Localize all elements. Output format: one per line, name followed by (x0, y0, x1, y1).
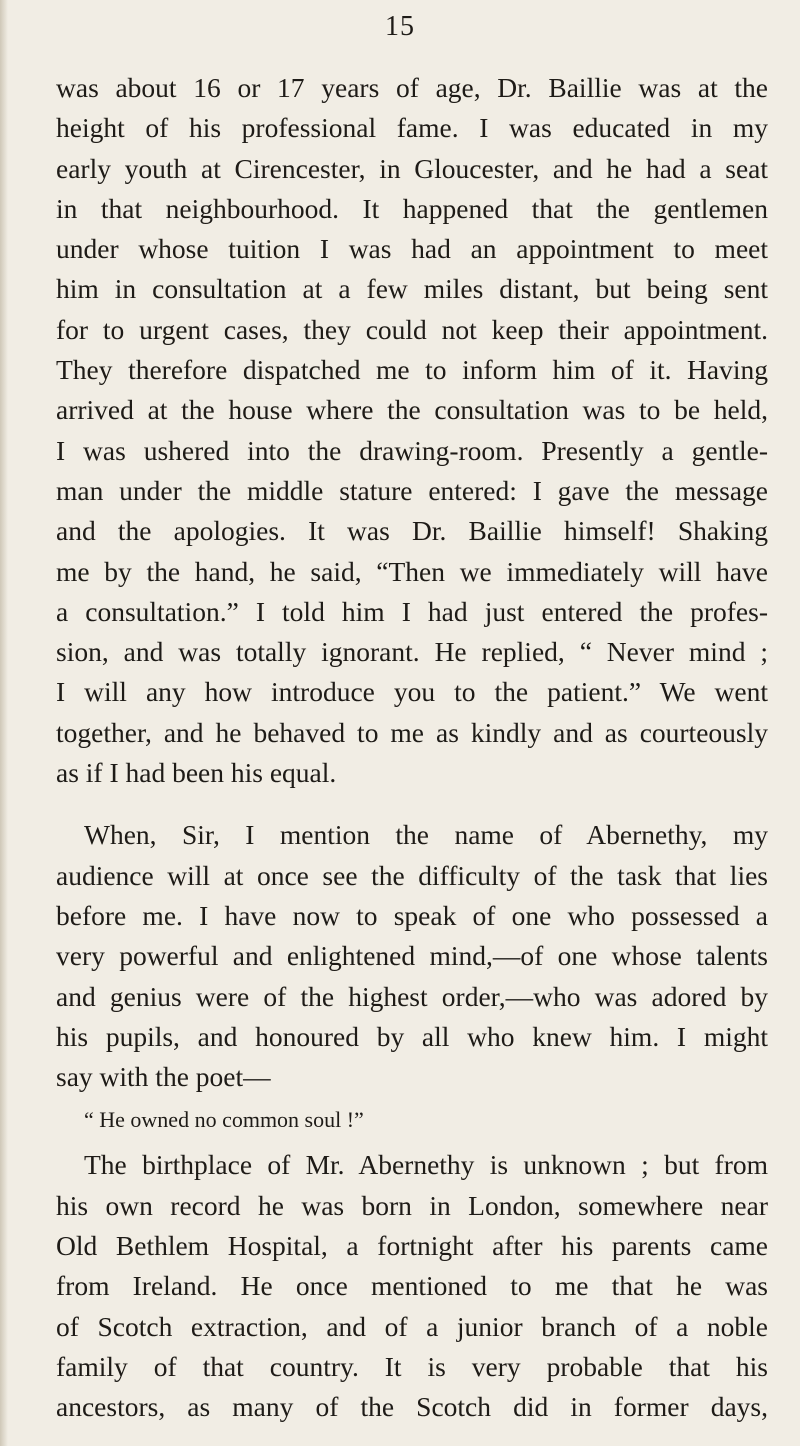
binding-gutter (0, 0, 8, 1446)
text-line: was about 16 or 17 years of age, Dr. Baillie was at the (56, 72, 768, 103)
text-line: say with the poet— (56, 1061, 271, 1093)
text-line: as if I had been his equal. (56, 757, 337, 789)
text-line: height of his professional fame. I was educated in my (56, 112, 768, 144)
text-line: sion, and was totally ignorant. He replied, “ Never mind ; (56, 636, 768, 668)
paragraph-1 (56, 68, 768, 793)
text-line: and genius were of the highest order,—who was adored by (56, 980, 768, 1012)
text-line: under whose tuition I was had an appointment to meet (56, 233, 768, 265)
text-line: before me. I have now to speak of one who possessed a (56, 899, 768, 931)
text-line: When, Sir, I mention the name of Abernethy, my (84, 819, 768, 851)
text-line: a consultation.” I told him I had just entered the profes- (56, 595, 768, 627)
text-line: man under the middle stature entered: I gave the message (56, 474, 768, 506)
text-line: I will any how introduce you to the patient.” We went (56, 676, 768, 708)
text-line: I was ushered into the drawing-room. Presently a gentle- (56, 434, 768, 466)
text-line: The birthplace of Mr. Abernethy is unknown ; but from (84, 1149, 768, 1181)
text-line: of Scotch extraction, and of a junior branch of a noble (56, 1310, 768, 1342)
text-line: family of that country. It is very probable that his (56, 1350, 768, 1382)
text-line: his pupils, and honoured by all who knew him. I might (56, 1020, 768, 1052)
text-line: early youth at Cirencester, in Gloucester, and he had a seat (56, 152, 768, 184)
poem-quote: “ He owned no common soul !” (84, 1107, 364, 1133)
text-line: Old Bethlem Hospital, a fortnight after his parents came (56, 1230, 768, 1262)
text-line: ancestors, as many of the Scotch did in former days, (56, 1391, 768, 1423)
text-line: together, and he behaved to me as kindly and as courteously (56, 716, 768, 748)
text-line: me by the hand, he said, “Then we immediately will have (56, 555, 768, 587)
paragraph-gap (56, 793, 768, 815)
text-line: and the apologies. It was Dr. Baillie himself! Shaking (56, 515, 768, 547)
text-line: They therefore dispatched me to inform him of it. Having (56, 354, 768, 386)
body-text (56, 68, 768, 1428)
text-line: from Ireland. He once mentioned to me that he was (56, 1270, 768, 1302)
text-line: him in consultation at a few miles distant, but being sent (56, 273, 768, 305)
text-line: audience will at once see the difficulty of the task that lies (56, 859, 768, 891)
paragraph-3 (56, 1145, 768, 1427)
text-line: very powerful and enlightened mind,—of one whose talents (56, 940, 768, 972)
paragraph-2 (56, 815, 768, 1097)
text-line: in that neighbourhood. It happened that the gentlemen (56, 192, 768, 224)
text-line: his own record he was born in London, somewhere near (56, 1189, 768, 1221)
text-line: arrived at the house where the consultation was to be held, (56, 394, 768, 426)
text-line: for to urgent cases, they could not keep their appointment. (56, 313, 768, 345)
page-number: 15 (385, 11, 415, 42)
